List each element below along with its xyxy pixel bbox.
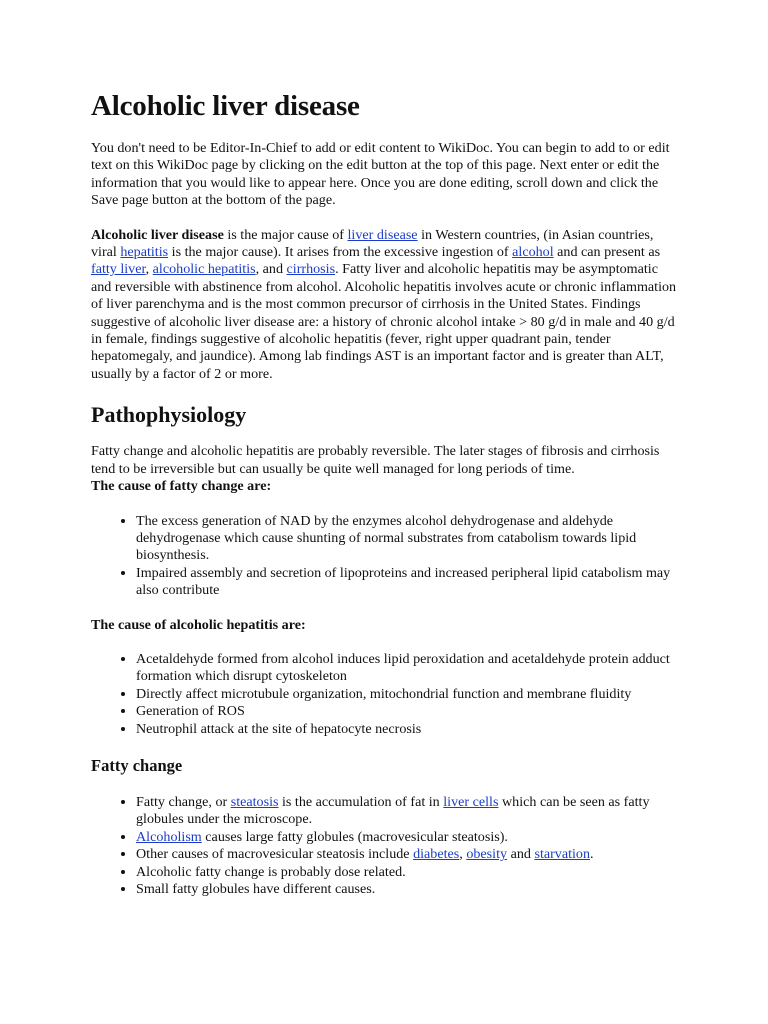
article-content	[91, 88, 681, 915]
bold-term: Alcoholic liver disease	[91, 226, 224, 243]
list-item: • Directly affect microtubule organization, mitochondrial function and membrane fluidity	[136, 686, 681, 703]
link-alcohol[interactable]: alcohol	[512, 244, 554, 261]
section-heading-pathophysiology: Pathophysiology	[91, 402, 247, 428]
list-item: • Impaired assembly and secretion of lipoproteins and increased peripheral lipid catabolism may also contribute	[136, 565, 681, 600]
hepatitis-cause-paragraph	[91, 617, 681, 634]
link-hepatitis[interactable]: hepatitis	[120, 244, 169, 261]
list-item: • Other causes of macrovesicular steatosis include diabetes, obesity and starvation.	[136, 846, 681, 863]
link-obesity[interactable]: obesity	[466, 846, 508, 863]
hepatitis-cause-heading: The cause of alcoholic hepatitis are:	[91, 616, 306, 633]
fatty-cause-heading: The cause of fatty change are:	[91, 478, 272, 495]
link-alcoholism[interactable]: Alcoholism	[136, 828, 202, 845]
list-item: • Generation of ROS	[136, 703, 681, 720]
link-cirrhosis[interactable]: cirrhosis	[286, 261, 336, 278]
list-item: • Acetaldehyde formed from alcohol induces lipid peroxidation and acetaldehyde protein adduct formation which disrupt cytoskeleton	[136, 651, 681, 686]
link-starvation[interactable]: starvation	[534, 846, 591, 863]
list-item: • Fatty change, or steatosis is the accumulation of fat in liver cells which can be seen as fatty globules under the microscope.	[136, 794, 681, 829]
list-item: • Small fatty globules have different causes.	[136, 881, 681, 898]
link-liver-cells[interactable]: liver cells	[443, 793, 499, 810]
section-heading-fatty-change: Fatty change	[91, 755, 183, 775]
list-item: • Alcoholism causes large fatty globules (macrovesicular steatosis).	[136, 829, 681, 846]
pathophysiology-paragraph: Fatty change and alcoholic hepatitis are probably reversible. The later stages of fibrosis and cirrhosis tend to be irreversible but can usually be quite well managed for long periods of time. The cause of fatty change are:	[91, 443, 660, 495]
list-item: • Alcoholic fatty change is probably dose related.	[136, 864, 681, 881]
link-liver-disease[interactable]: liver disease	[347, 226, 418, 243]
list-item: • Neutrophil attack at the site of hepatocyte necrosis	[136, 721, 681, 738]
link-steatosis[interactable]: steatosis	[230, 793, 279, 810]
overview-paragraph: Alcoholic liver disease is the major cause of liver disease in Western countries, (in Asian countries, viral hepatitis is the major cause). It arises from the excessive ingestion of alcohol and can present as fatty liver, alcoholic hepatitis, and cirrhosis. Fatty liver and alcoholic hepatitis may be asymptomatic and reversible with abstinence from alcohol. Alcoholic hepatitis involves acute or chronic inflammation of liver parenchyma and is the most common precursor of cirrhosis in the United States. Findings suggestive of alcoholic liver disease are: a history of chronic alcohol intake > 80 g/d in male and 40 g/d in female, findings suggestive of alcoholic hepatitis (fever, right upper quadrant pain, tender hepatomegaly, and jaundice). Among lab findings AST is an important factor and is greater than ALT, usually by a factor of 2 or more.	[91, 226, 677, 382]
link-alcoholic-hepatitis[interactable]: alcoholic hepatitis	[152, 261, 256, 278]
link-fatty-liver[interactable]: fatty liver	[91, 261, 146, 278]
intro-paragraph: You don't need to be Editor-In-Chief to add or edit content to WikiDoc. You can begin to add to or edit text on this WikiDoc page by clicking on the edit button at the top of this page. Next enter or edit the information that you would like to appear here. Once you are done editing, scroll down and click the Save page button at the bottom of the page.	[91, 140, 670, 209]
fatty-causes-list	[91, 513, 681, 600]
link-diabetes[interactable]: diabetes	[413, 846, 460, 863]
page-title: Alcoholic liver disease	[91, 90, 360, 122]
fatty-change-list	[91, 794, 681, 898]
hepatitis-causes-list	[91, 651, 681, 738]
list-item: • The excess generation of NAD by the enzymes alcohol dehydrogenase and aldehyde dehydrogenase which cause shunting of normal substrates from catabolism towards lipid biosynthesis.	[136, 513, 681, 565]
